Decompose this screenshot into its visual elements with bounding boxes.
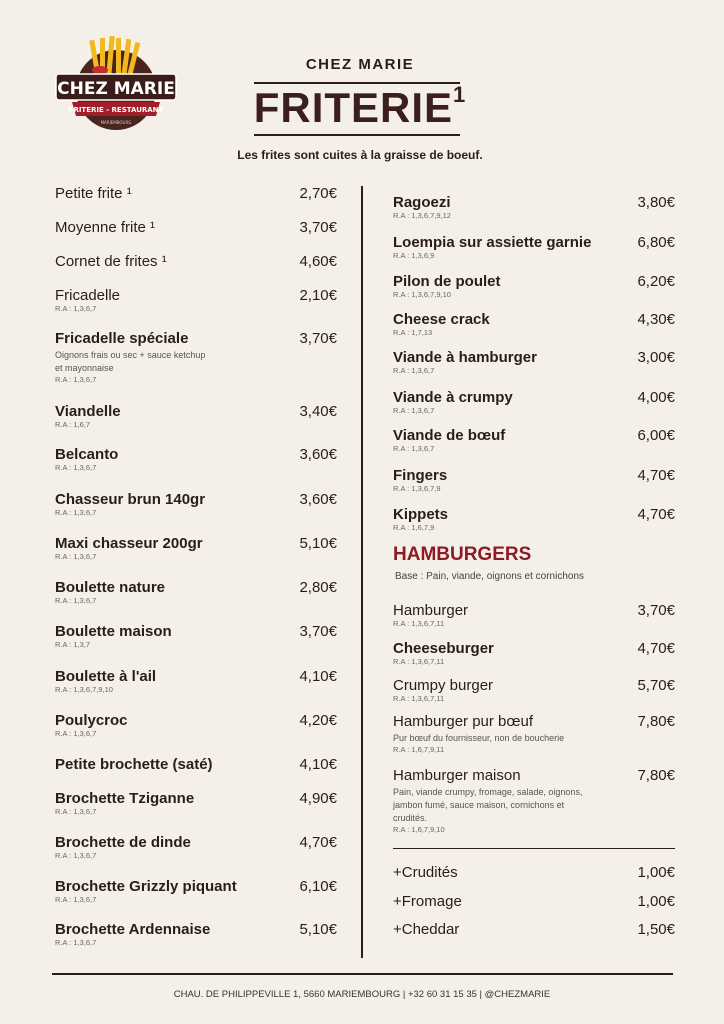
allergen-codes: R.A : 1,3,6,7 — [55, 895, 97, 904]
item-name: Boulette nature — [55, 579, 166, 596]
item-price: 4,90€ — [299, 790, 337, 807]
menu-item — [55, 878, 337, 905]
item-price: 4,60€ — [299, 253, 337, 270]
brand-name: CHEZ MARIE — [305, 56, 415, 73]
item-price: 7,80€ — [637, 767, 675, 784]
allergen-codes: R.A : 1,6,7,9,11 — [393, 745, 445, 754]
item-name: Cornet de frites ¹ — [55, 253, 167, 270]
title-footnote-mark: 1 — [453, 82, 467, 107]
allergen-codes: R.A : 1,3,6,7,9,10 — [55, 685, 113, 694]
allergen-codes: R.A : 1,3,6,7 — [393, 444, 435, 453]
allergen-codes: R.A : 1,3,6,7 — [55, 375, 97, 384]
item-price: 3,70€ — [299, 330, 337, 347]
allergen-codes: R.A : 1,3,6,7,11 — [393, 657, 445, 666]
menu-item — [55, 219, 337, 236]
menu-item — [393, 602, 675, 629]
allergen-codes: R.A : 1,6,7 — [55, 420, 91, 429]
allergen-codes: R.A : 1,3,6,7 — [55, 938, 97, 947]
item-price: 6,00€ — [637, 427, 675, 444]
item-price: 4,70€ — [637, 467, 675, 484]
item-price: 2,70€ — [299, 185, 337, 202]
item-name: Loempia sur assiette garnie — [393, 234, 592, 251]
item-price: 3,60€ — [299, 446, 337, 463]
menu-item — [393, 273, 675, 300]
item-price: 2,80€ — [299, 579, 337, 596]
subtitle: Les frites sont cuites à la graisse de boeuf. — [237, 148, 483, 162]
menu-item — [393, 921, 675, 938]
menu-item — [55, 756, 337, 773]
item-name: Fricadelle — [55, 287, 121, 304]
allergen-codes: R.A : 1,6,7,9 — [393, 523, 435, 532]
item-name: Kippets — [393, 506, 449, 523]
menu-item — [55, 535, 337, 562]
menu-item — [55, 446, 337, 473]
allergen-codes: R.A : 1,3,6,7 — [393, 366, 435, 375]
allergen-codes: R.A : 1,3,6,7 — [55, 807, 97, 816]
item-price: 5,70€ — [637, 677, 675, 694]
item-name: Maxi chasseur 200gr — [55, 535, 203, 552]
allergen-codes: R.A : 1,3,6,7,9 — [393, 484, 441, 493]
menu-item — [393, 506, 675, 533]
title-bottom-rule — [254, 134, 460, 136]
hamburgers-heading: HAMBURGERS — [393, 544, 532, 565]
item-price: 4,10€ — [299, 668, 337, 685]
item-name: Ragoezi — [393, 194, 451, 211]
hamburgers-base-note: Base : Pain, viande, oignons et cornichons — [395, 571, 585, 582]
allergen-codes: R.A : 1,3,6,9 — [393, 251, 435, 260]
item-description: Pur bœuf du fournisseur, non de boucherie — [393, 733, 565, 743]
allergen-codes: R.A : 1,3,6,7 — [55, 729, 97, 738]
item-name: Viande à crumpy — [393, 389, 513, 406]
allergen-codes: R.A : 1,3,6,7,9,12 — [393, 211, 451, 220]
footer-rule — [52, 973, 673, 975]
item-price: 6,10€ — [299, 878, 337, 895]
extras-divider — [393, 848, 675, 849]
menu-item — [55, 921, 337, 948]
svg-text:MARIEMBOURG: MARIEMBOURG — [100, 120, 132, 125]
column-divider — [361, 186, 363, 958]
item-price: 4,70€ — [637, 640, 675, 657]
item-name: +Fromage — [393, 893, 462, 910]
item-price: 3,40€ — [299, 403, 337, 420]
allergen-codes: R.A : 1,3,6,7 — [55, 851, 97, 860]
item-name: Hamburger pur bœuf — [393, 713, 534, 730]
item-name: +Crudités — [393, 864, 458, 881]
item-price: 3,60€ — [299, 491, 337, 508]
item-price: 1,00€ — [637, 864, 675, 881]
menu-item — [393, 467, 675, 494]
item-price: 4,70€ — [299, 834, 337, 851]
item-name: Crumpy burger — [393, 677, 494, 694]
item-price: 2,10€ — [299, 287, 337, 304]
item-price: 1,50€ — [637, 921, 675, 938]
allergen-codes: R.A : 1,3,6,7 — [55, 304, 97, 313]
item-name: Cheeseburger — [393, 640, 494, 657]
menu-item — [393, 194, 675, 221]
menu-item — [55, 834, 337, 861]
menu-item — [393, 677, 675, 704]
chez-marie-logo — [54, 36, 178, 132]
item-name: Belcanto — [55, 446, 119, 463]
menu-item — [55, 185, 337, 202]
allergen-codes: R.A : 1,3,6,7 — [55, 463, 97, 472]
item-name: Boulette maison — [55, 623, 172, 640]
item-price: 3,80€ — [637, 194, 675, 211]
item-name: Brochette Ardennaise — [55, 921, 211, 938]
item-description: Oignons frais ou sec + sauce ketchup et mayonnaise — [55, 350, 206, 373]
menu-item — [393, 427, 675, 454]
allergen-codes: R.A : 1,3,6,7 — [55, 596, 97, 605]
menu-item — [393, 311, 675, 338]
item-price: 6,80€ — [637, 234, 675, 251]
item-name: Brochette de dinde — [55, 834, 191, 851]
menu-item — [393, 389, 675, 416]
allergen-codes: R.A : 1,7,13 — [393, 328, 433, 337]
item-name: Poulycroc — [55, 712, 128, 729]
item-name: Cheese crack — [393, 311, 490, 328]
menu-item — [55, 712, 337, 739]
allergen-codes: R.A : 1,3,6,7,11 — [393, 619, 445, 628]
menu-item — [55, 403, 337, 430]
item-price: 4,20€ — [299, 712, 337, 729]
menu-item — [393, 640, 675, 667]
item-price: 4,10€ — [299, 756, 337, 773]
item-price: 4,30€ — [637, 311, 675, 328]
allergen-codes: R.A : 1,3,6,7 — [55, 552, 97, 561]
menu-item — [393, 349, 675, 376]
menu-item — [393, 893, 675, 910]
svg-text:FRITERIE - RESTAURANT: FRITERIE - RESTAURANT — [68, 106, 164, 114]
item-name: Hamburger — [393, 602, 469, 619]
item-name: Brochette Grizzly piquant — [55, 878, 237, 895]
item-name: Fingers — [393, 467, 448, 484]
allergen-codes: R.A : 1,3,6,7,11 — [393, 694, 445, 703]
item-name: Viandelle — [55, 403, 121, 420]
item-price: 4,70€ — [637, 506, 675, 523]
svg-text:CHEZ MARIE: CHEZ MARIE — [57, 79, 175, 99]
item-name: Viande à hamburger — [393, 349, 537, 366]
item-price: 7,80€ — [637, 713, 675, 730]
menu-item — [55, 668, 337, 695]
item-name: Pilon de poulet — [393, 273, 501, 290]
item-name: Moyenne frite ¹ — [55, 219, 156, 236]
menu-item — [55, 491, 337, 518]
item-name: Hamburger maison — [393, 767, 521, 784]
item-name: Petite brochette (saté) — [55, 756, 213, 773]
menu-item — [393, 864, 675, 881]
menu-item — [55, 330, 337, 385]
footer-contact: CHAU. DE PHILIPPEVILLE 1, 5660 MARIEMBOURG | +32 60 31 15 35 | @CHEZMARIE — [173, 989, 551, 1000]
item-name: Fricadelle spéciale — [55, 330, 189, 347]
item-name: Viande de bœuf — [393, 427, 506, 444]
page-title — [240, 84, 480, 132]
item-name: Chasseur brun 140gr — [55, 491, 206, 508]
item-description: Pain, viande crumpy, fromage, salade, oignons, jambon fumé, sauce maison, cornichons et crudités. — [393, 787, 583, 823]
title-text: FRITERIE — [253, 84, 454, 131]
item-price: 4,00€ — [637, 389, 675, 406]
menu-item — [393, 767, 675, 835]
menu-item — [393, 234, 675, 261]
item-price: 5,10€ — [299, 921, 337, 938]
menu-item — [55, 623, 337, 650]
item-name: Boulette à l'ail — [55, 668, 157, 685]
menu-item — [55, 579, 337, 606]
item-name: Petite frite ¹ — [55, 185, 132, 202]
item-price: 3,00€ — [637, 349, 675, 366]
item-name: Brochette Tziganne — [55, 790, 195, 807]
allergen-codes: R.A : 1,6,7,9,10 — [393, 825, 445, 834]
item-price: 5,10€ — [299, 535, 337, 552]
item-price: 6,20€ — [637, 273, 675, 290]
allergen-codes: R.A : 1,3,6,7 — [55, 508, 97, 517]
menu-item — [55, 287, 337, 314]
item-price: 3,70€ — [299, 623, 337, 640]
item-name: +Cheddar — [393, 921, 460, 938]
allergen-codes: R.A : 1,3,7 — [55, 640, 91, 649]
allergen-codes: R.A : 1,3,6,7 — [393, 406, 435, 415]
menu-item — [393, 713, 675, 755]
allergen-codes: R.A : 1,3,6,7,9,10 — [393, 290, 451, 299]
item-price: 3,70€ — [299, 219, 337, 236]
menu-item — [55, 253, 337, 270]
item-price: 1,00€ — [637, 893, 675, 910]
menu-item — [55, 790, 337, 817]
item-price: 3,70€ — [637, 602, 675, 619]
